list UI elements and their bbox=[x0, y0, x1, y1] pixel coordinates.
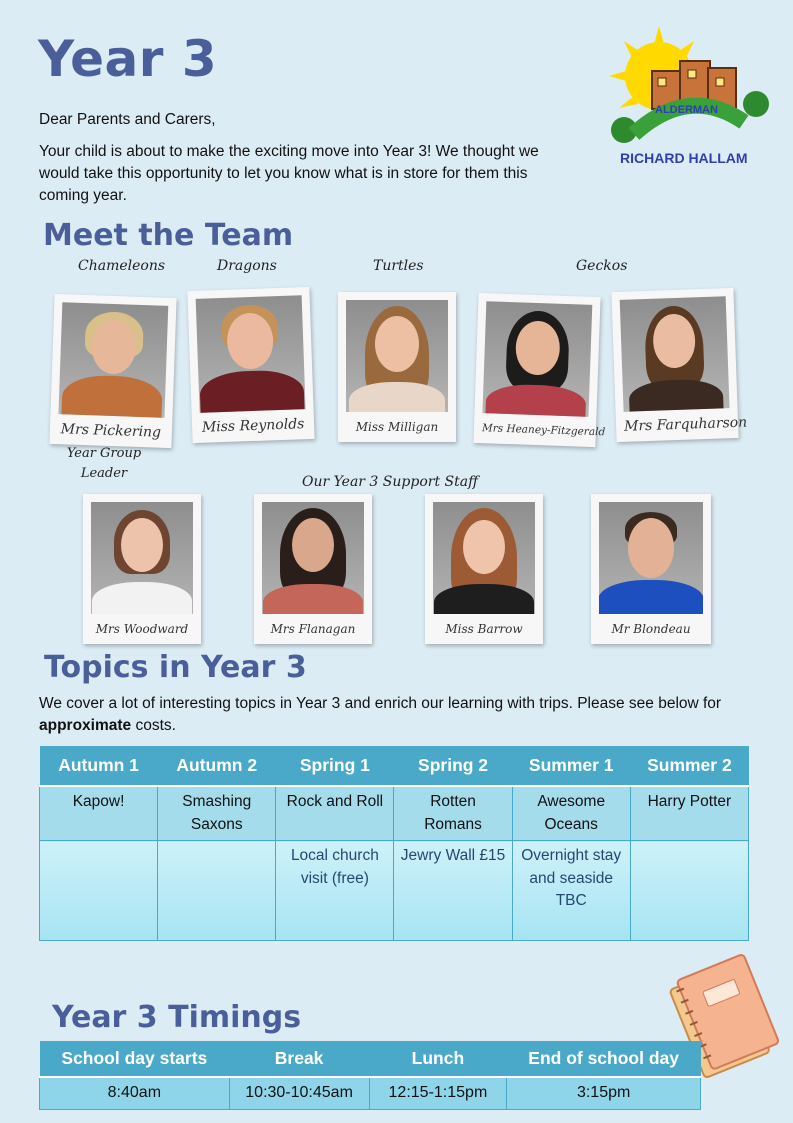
page-title: Year 3 bbox=[38, 30, 218, 88]
support-photo bbox=[599, 502, 703, 614]
timings-row bbox=[40, 1077, 701, 1109]
class-label-chameleons: Chameleons bbox=[78, 258, 166, 274]
support-card bbox=[591, 494, 711, 644]
topics-intro-bold: approximate bbox=[39, 717, 132, 734]
teacher-photo bbox=[58, 302, 168, 418]
timing-header: School day starts bbox=[40, 1041, 230, 1077]
support-name: Miss Barrow bbox=[445, 622, 523, 636]
trip-cell: Jewry Wall £15 bbox=[394, 841, 512, 941]
topics-intro-end: costs. bbox=[131, 717, 176, 734]
term-header: Autumn 2 bbox=[158, 746, 276, 786]
teacher-name: Mrs Pickering bbox=[60, 421, 162, 441]
trips-row bbox=[40, 841, 749, 941]
term-header: Spring 2 bbox=[394, 746, 512, 786]
topics-heading: Topics in Year 3 bbox=[44, 650, 307, 685]
teacher-card bbox=[473, 293, 606, 447]
term-header: Spring 1 bbox=[276, 746, 394, 786]
topic-cell: Rock and Roll bbox=[276, 786, 394, 841]
support-staff-heading: Our Year 3 Support Staff bbox=[302, 474, 479, 490]
timings-header-row bbox=[40, 1041, 701, 1077]
timings-table bbox=[39, 1041, 701, 1110]
support-photo bbox=[91, 502, 193, 614]
topics-intro-text: We cover a lot of interesting topics in Year 3 and enrich our learning with trips. Please see below for bbox=[39, 695, 722, 712]
topic-cell: Rotten Romans bbox=[394, 786, 512, 841]
support-name: Mr Blondeau bbox=[611, 622, 691, 636]
topic-cell: Kapow! bbox=[40, 786, 158, 841]
topics-header-row bbox=[40, 746, 749, 786]
support-card bbox=[254, 494, 372, 644]
term-header: Autumn 1 bbox=[40, 746, 158, 786]
topics-table bbox=[39, 746, 749, 941]
timings-heading: Year 3 Timings bbox=[52, 1000, 302, 1035]
teacher-photo bbox=[620, 296, 730, 412]
teacher-name: Miss Reynolds bbox=[201, 416, 305, 436]
support-name: Mrs Woodward bbox=[95, 622, 189, 636]
teacher-name: Miss Milligan bbox=[355, 420, 439, 434]
topic-cell: Awesome Oceans bbox=[512, 786, 630, 841]
teacher-name: Mrs Farquharson bbox=[623, 414, 748, 435]
term-header: Summer 2 bbox=[630, 746, 748, 786]
support-card bbox=[425, 494, 543, 644]
topic-cell: Harry Potter bbox=[630, 786, 748, 841]
teacher-card bbox=[338, 292, 456, 442]
year-group-leader-label bbox=[64, 444, 144, 484]
teacher-photo bbox=[196, 295, 306, 413]
teacher-photo bbox=[346, 300, 448, 412]
greeting: Dear Parents and Carers, bbox=[39, 111, 216, 128]
topics-row bbox=[40, 786, 749, 841]
team-heading: Meet the Team bbox=[43, 218, 294, 253]
timing-value: 3:15pm bbox=[507, 1077, 701, 1109]
trip-cell bbox=[158, 841, 276, 941]
term-header: Summer 1 bbox=[512, 746, 630, 786]
teacher-card bbox=[187, 287, 314, 443]
timing-value: 8:40am bbox=[40, 1077, 230, 1109]
timing-header: Break bbox=[229, 1041, 369, 1077]
support-photo bbox=[433, 502, 535, 614]
support-photo bbox=[262, 502, 364, 614]
trip-cell: Local church visit (free) bbox=[276, 841, 394, 941]
support-card bbox=[83, 494, 201, 644]
timing-value: 12:15-1:15pm bbox=[369, 1077, 507, 1109]
class-label-turtles: Turtles bbox=[373, 258, 424, 274]
support-name: Mrs Flanagan bbox=[270, 622, 356, 636]
trip-cell bbox=[630, 841, 748, 941]
class-label-geckos: Geckos bbox=[576, 258, 628, 274]
intro-paragraph: Your child is about to make the exciting move into Year 3! We thought we would take this opportunity to let you know what is in store for them this coming year. bbox=[39, 143, 539, 204]
logo-school-name: RICHARD HALLAM bbox=[620, 150, 748, 166]
leader-line-1: Year Group bbox=[66, 446, 142, 461]
class-label-dragons: Dragons bbox=[217, 258, 277, 274]
topic-cell: Smashing Saxons bbox=[158, 786, 276, 841]
topics-intro bbox=[39, 693, 739, 737]
timing-value: 10:30-10:45am bbox=[229, 1077, 369, 1109]
logo-arc-text: ALDERMAN bbox=[655, 104, 718, 116]
trip-cell bbox=[40, 841, 158, 941]
timing-header: Lunch bbox=[369, 1041, 507, 1077]
trip-cell: Overnight stay and seaside TBC bbox=[512, 841, 630, 941]
teacher-card bbox=[49, 294, 176, 448]
teacher-name: Mrs Heaney-Fitzgerald bbox=[481, 422, 606, 439]
teacher-card bbox=[611, 288, 748, 442]
timing-header: End of school day bbox=[507, 1041, 701, 1077]
leader-line-2: Leader bbox=[80, 466, 128, 481]
teacher-photo bbox=[482, 301, 592, 417]
